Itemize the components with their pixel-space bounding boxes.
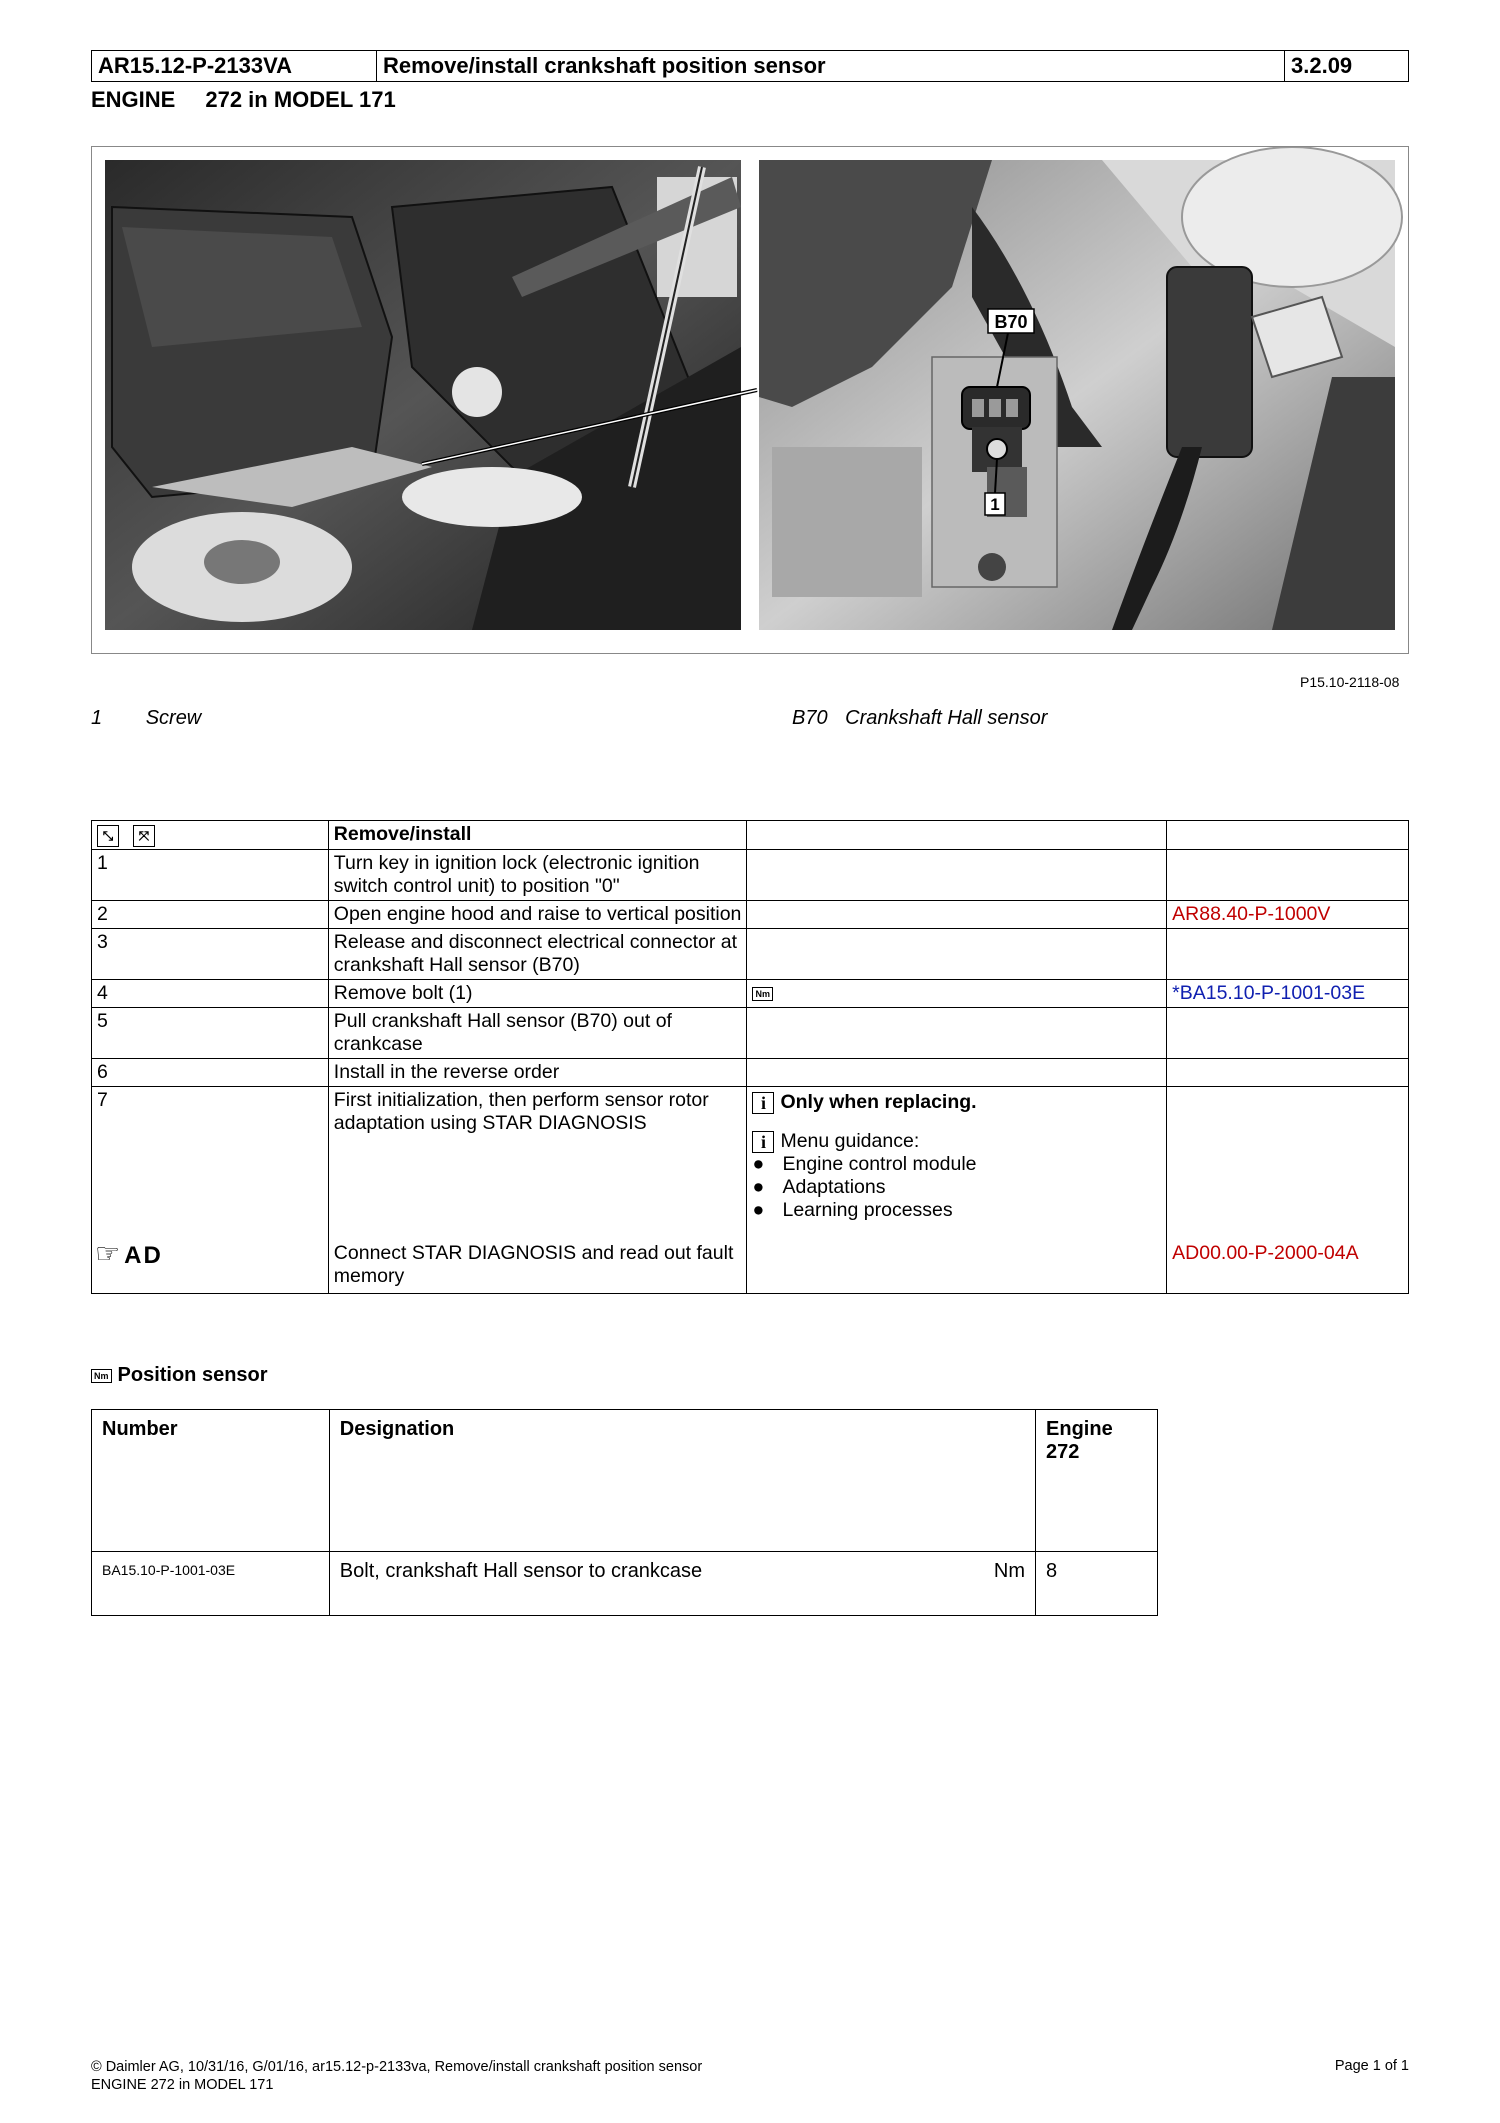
table-row: 2 Open engine hood and raise to vertical position AR88.40-P-1000V xyxy=(92,901,1409,929)
reference-link[interactable]: *BA15.10-P-1001-03E xyxy=(1167,980,1409,1008)
torque-nm-icon: Nm xyxy=(752,987,773,1001)
table-row: 6 Install in the reverse order xyxy=(92,1059,1409,1087)
footer-copyright: © Daimler AG, 10/31/16, G/01/16, ar15.12-p-2133va, Remove/install crankshaft position sensor ENGINE 272 in MODEL 171 xyxy=(91,2059,703,2093)
torque-nm-icon: Nm xyxy=(91,1369,112,1383)
doc-id: AR15.12-P-2133VA xyxy=(92,51,377,81)
left-photo xyxy=(105,160,741,630)
menu-guidance-title: Menu guidance: xyxy=(780,1130,920,1152)
engine-bay-illustration xyxy=(92,147,1408,653)
svg-text:B70: B70 xyxy=(994,312,1028,332)
table-row: 5 Pull crankshaft Hall sensor (B70) out of crankcase xyxy=(92,1008,1409,1059)
table-row: 7 ☞ AD First initialization, then perform sensor rotor adaptation using STAR DIAGNOSIS Connect STAR DIAGNOSIS and read out fault memory i Only when replacing. i Menu guidance: ● Engine control module ● Adaptations ● Learning processes AD00.00-P-2000-04A xyxy=(92,1087,1409,1294)
list-item: ● Learning processes xyxy=(752,1199,953,1221)
legend-key: B70 xyxy=(792,707,828,729)
legend-key: 1 xyxy=(91,707,103,729)
reference-link[interactable]: AR88.40-P-1000V xyxy=(1167,901,1409,929)
list-item: ● Engine control module xyxy=(752,1153,977,1175)
pointing-hand-icon: ☞ xyxy=(95,1238,121,1269)
illustration-figure xyxy=(91,146,1409,654)
procedure-header: Remove/install xyxy=(328,821,747,850)
table-header-row: Number Designation Engine 272 xyxy=(92,1410,1158,1552)
legend-item-b70 xyxy=(792,707,1047,730)
reference-link[interactable]: AD00.00-P-2000-04A xyxy=(1172,1242,1359,1264)
ad-text: Connect STAR DIAGNOSIS and read out fault memory xyxy=(333,1242,734,1287)
note-only-when-replacing: Only when replacing. xyxy=(780,1091,977,1113)
table-row: 4 Remove bolt (1) Nm *BA15.10-P-1001-03E xyxy=(92,980,1409,1008)
table-row: BA15.10-P-1001-03E Bolt, crankshaft Hall sensor to crankcase Nm 8 xyxy=(92,1552,1158,1616)
figure-code: P15.10-2118-08 xyxy=(1300,674,1400,690)
remove-install-icons xyxy=(97,825,155,847)
legend-text: Crankshaft Hall sensor xyxy=(845,707,1048,729)
page-number: Page 1 of 1 xyxy=(1334,2058,1409,2074)
engine-model: 272 in MODEL 171 xyxy=(205,87,396,112)
legend-text: Screw xyxy=(145,707,202,729)
legend-item-1 xyxy=(91,707,201,730)
engine-model-line xyxy=(91,87,396,113)
table-row: 1 Turn key in ignition lock (electronic ignition switch control unit) to position "0" xyxy=(92,850,1409,901)
right-photo xyxy=(759,147,1402,630)
info-icon: i xyxy=(752,1092,774,1114)
position-sensor-title: Nm Position sensor xyxy=(91,1364,268,1387)
remove-icon: ⤡ xyxy=(97,825,119,847)
install-icon: ⤧ xyxy=(133,825,155,847)
table-row: 3 Release and disconnect electrical connector at crankshaft Hall sensor (B70) xyxy=(92,929,1409,980)
info-icon: i xyxy=(752,1131,774,1153)
torque-table xyxy=(91,1409,1158,1616)
doc-version: 3.2.09 xyxy=(1291,53,1353,78)
doc-title: Remove/install crankshaft position sensor xyxy=(377,51,1285,81)
svg-text:1: 1 xyxy=(990,495,1000,514)
procedure-table xyxy=(91,820,1409,1294)
list-item: ● Adaptations xyxy=(752,1176,886,1198)
engine-label: ENGINE xyxy=(91,87,176,112)
document-header xyxy=(91,50,1409,82)
table-header-row xyxy=(92,821,1409,850)
ad-diagnosis-marker: ☞ AD xyxy=(95,1238,163,1269)
